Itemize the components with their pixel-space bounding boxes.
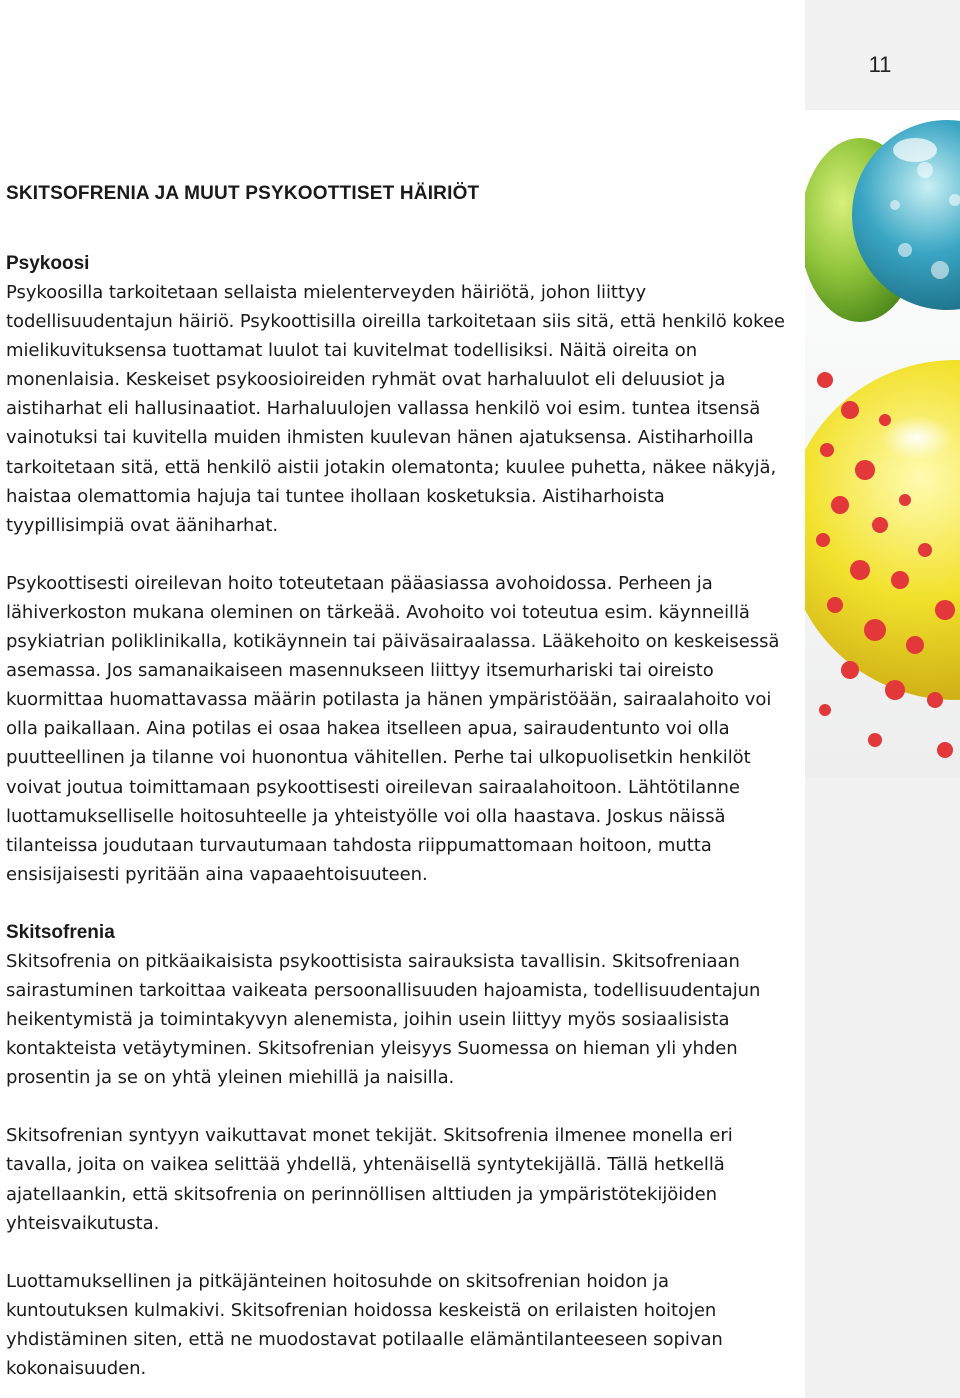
section-heading: Skitsofrenia [6, 921, 115, 943]
paragraph: Skitsofrenian syntyyn vaikuttavat monet tekijät. Skitsofrenia ilmenee monella eri tavalla, joita on vaikea selittää yhdellä, yhtenäisellä syntytekijällä. Tällä hetkellä ajatellaankin, että skitsofrenia on perinnöllisen alttiuden ja ympäristötekijöiden yhteisvaikutusta. [6, 1125, 733, 1234]
paragraph: Skitsofrenia on pitkäaikaisista psykoottisista sairauksista tavallisin. Skitsofreniaan sairastuminen tarkoittaa vaikeata persoonallisuuden hajoamista, todellisuudentajun heikentymistä ja toimintakyvyn alenemista, joihin usein liittyy myös sosiaalisista kontakteista vetäytyminen. Skitsofrenian yleisyys Suomessa on hieman yli yhden prosentin ja se on yhtä yleinen miehillä ja naisilla. [6, 950, 761, 1089]
main-content [6, 179, 786, 1383]
section-heading: Psykoosi [6, 253, 90, 274]
glass-marbles-photo [805, 110, 960, 778]
paragraph: Psykoosilla tarkoitetaan sellaista mielenterveyden häiriötä, johon liittyy todellisuudentajun häiriö. Psykoottisilla oireilla tarkoitetaan siis sitä, että henkilö kokee mielikuvituksensa tuottamat luulot tai kuvitelmat todellisiksi. Näitä oireita on monenlaisia. Keskeiset psykoosioireiden ryhmät ovat harhaluulot eli deluusiot ja aistiharhat eli hallusinaatiot. Harhaluulojen vallassa henkilö voi esim. tuntea itsensä vainotuksi tai kuvitella muiden ihmisten kuulevan hänen ajatuksensa. Aistiharhoilla tarkoitetaan sitä, että henkilö aistii jotakin olematonta; kuulee puhetta, näkee näkyjä, haistaa olemattomia hajuja tai tuntee ihollaan kosketuksia. Aistiharhoista tyypillisimpiä ovat ääniharhat. [6, 282, 785, 536]
section-skitsofrenia [6, 918, 786, 1383]
paragraph: Luottamuksellinen ja pitkäjänteinen hoitosuhde on skitsofrenian hoidon ja kuntoutuksen kulmakivi. Skitsofrenian hoidossa keskeistä on erilaisten hoitojen yhdistäminen siten, että ne muodostavat potilaalle elämäntilanteeseen sopivan kokonaisuuden. [6, 1270, 723, 1379]
section-psykoosi [6, 249, 786, 889]
page-number: 11 [868, 52, 892, 77]
page-title: SKITSOFRENIA JA MUUT PSYKOOTTISET HÄIRIÖT [6, 183, 480, 204]
paragraph: Psykoottisesti oireilevan hoito toteutetaan pääasiassa avohoidossa. Perheen ja lähiverkoston mukana oleminen on tärkeää. Avohoito voi toteutua esim. käynneillä psykiatrian poliklinikalla, kotikäynnein tai päiväsairaalassa. Lääkehoito on keskeisessä asemassa. Jos samanaikaiseen masennukseen liittyy itsemurhariski tai oireisto kuormittaa huomattavassa määrin potilasta ja hänen ympäristöään, sairaalahoito voi olla paikallaan. Aina potilas ei osaa hakea itselleen apua, sairaudentunto voi olla puutteellinen ja tilanne voi huonontua vähitellen. Perhe tai ulkopuolisetkin henkilöt voivat joutua toimittamaan psykoottisesti oireilevan sairaalahoitoon. Lähtötilanne luottamukselliselle hoitosuhteelle ja yhteistyölle voi olla haastava. Joskus näissä tilanteissa joudutaan turvautumaan tahdosta riippumattomaan hoitoon, mutta ensisijaisesti pyritään aina vapaaehtoisuuteen. [6, 572, 780, 885]
marbles-icon [805, 110, 960, 778]
